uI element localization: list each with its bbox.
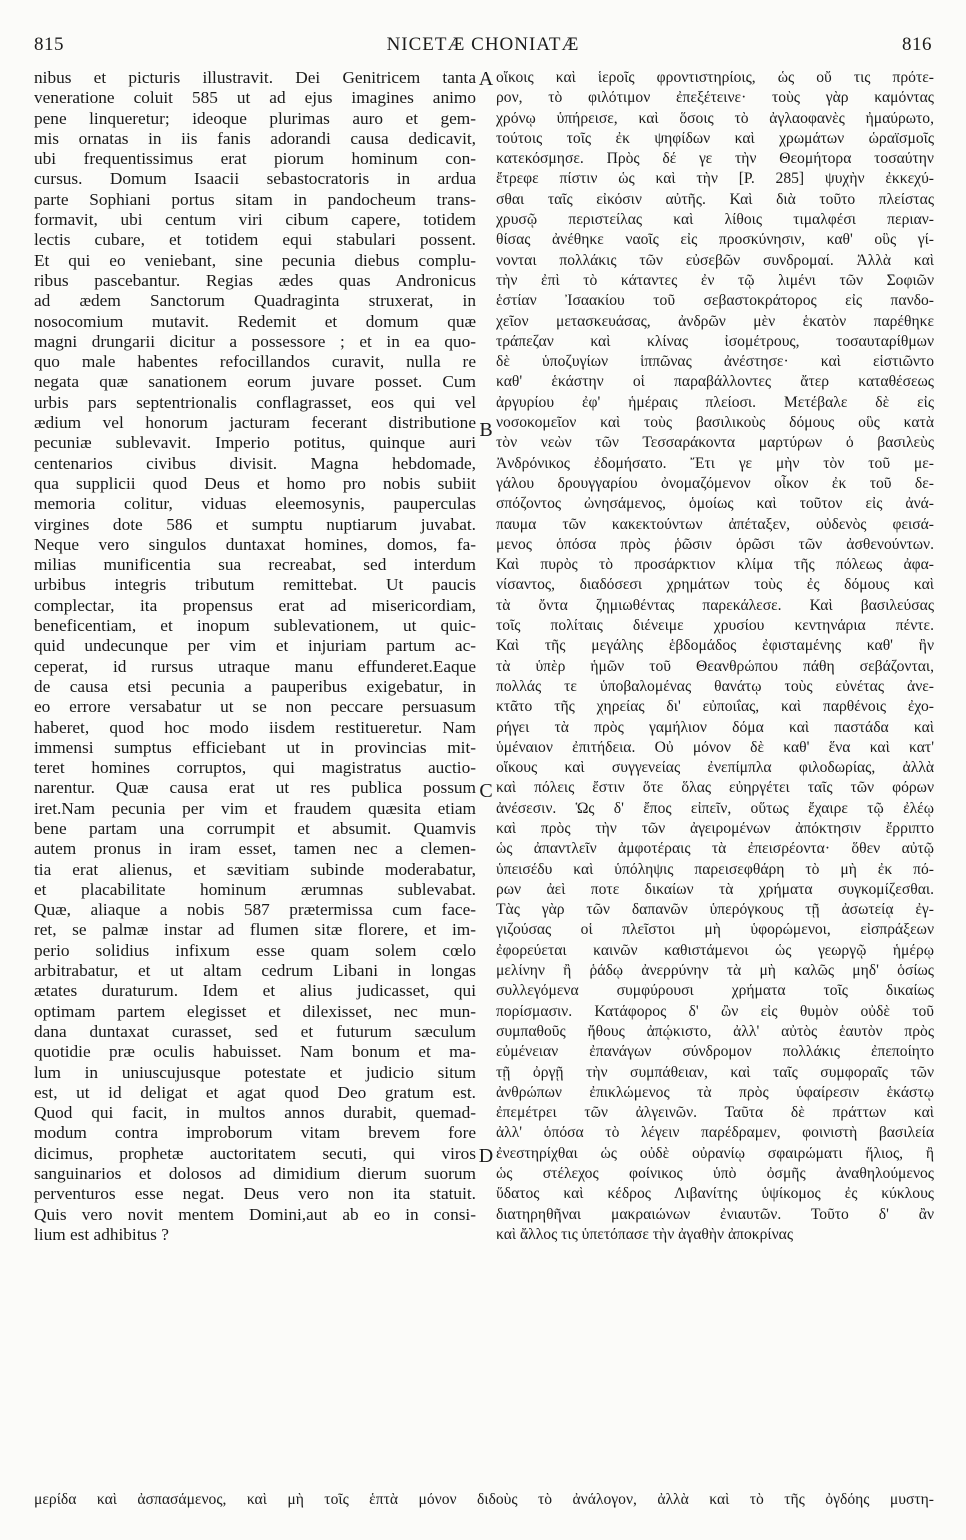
text-line: καθ' ἑκάστην οἱ παραβάλλοντες ἄτερ καταθέσεως (496, 373, 934, 391)
text-line: negata quæ sanationem eorum juvare posset. Cum (34, 372, 476, 392)
text-line: καὶ πόλεις ἔστιν ὅτε ὅλας εὐηργέτει ταῖς τῶν φόρων (496, 779, 934, 797)
text-line: Quis vero novit mentem Domini,aut ab eo in consi- (34, 1204, 476, 1224)
running-header (34, 34, 932, 64)
text-line: τὰ ὄντα ζημιωθέντας παρεκάλεσε. Καὶ βασιλεύσας (496, 596, 934, 614)
text-line: ρον, τὸ φιλότιμον ἐπεξέτεινε· τοὺς γὰρ καμόντας (496, 89, 934, 107)
text-line: ὡς στέλεχος φοίνικος ὑπὸ ὀσμῆς ἀναθηλούμενος (496, 1165, 934, 1183)
text-line: complectar, ita propensus erat ad misericordiam, (34, 595, 476, 615)
margin-letter-c: C (479, 780, 493, 802)
text-line: lium est adhibitus ? (34, 1224, 169, 1244)
text-line: ad ædem Sanctorum Quadraginta struxerat, in (34, 291, 476, 311)
text-line: magni drungarii dicitur a possessore ; et in ea quo- (34, 331, 476, 351)
text-line: parte Sophiani portus sitam in pandocheum trans- (34, 189, 476, 209)
text-line: ἐφορεύεται καινῶν καθιστάμενοι ὡς γεωργῷ ἡμέρῳ (496, 941, 934, 959)
text-line: beneficentiam, et inopum sublevationem, ut quic- (34, 616, 476, 636)
text-line: ἑστίαν Ἰσαακίου τοῦ σεβαστοκράτορος εἰς πανδο- (496, 292, 934, 310)
text-line: ὑπεισέδυ καὶ ὑπόληψις παρεισεφθάρη τὸ μὴ ἐκ πό- (496, 860, 934, 878)
page-number-right: 816 (902, 34, 932, 55)
text-line: ret, se palmæ instar ad flumen sitæ florere, et im- (34, 920, 476, 940)
text-line: bene partam una corrumpit et absumit. Quamvis (34, 818, 476, 838)
text-line: milias munificentia sua recreabat, sed interdum (34, 555, 476, 575)
text-line: γάλου δρουγγαρίου ὀνομαζόμενον οἶκον ἐκ τοῦ δε- (496, 474, 934, 492)
text-line: ἀργυρίου ἐφ' ἡμέραις πλείοσι. Μετέβαλε δὲ εἰς (496, 393, 934, 411)
text-line: θίσας ἀνέθηκε ναοῖς εἰς προσκύνησιν, καθ' οὓς γί- (496, 231, 934, 249)
text-line: cursus. Domum Isaacii sebastocratoris in ardua (34, 169, 476, 189)
text-line: iret.Nam pecunia per vim et fraudem quæsita etiam (34, 798, 476, 818)
text-line: optimam partem elegisset et dilexisset, nec mun- (34, 1001, 476, 1021)
text-line: μελίνην ἢ ῥάδῳ ἀνερρύνην τὰ μὴ καλῶς μηδ' ὁσίως (496, 962, 934, 980)
text-line: memoria colitur, viduas eleemosynis, pauperculas (34, 494, 476, 514)
text-line: τράπεζαν καὶ κλίνας ἰσομέτρους, τοσαυταρίθμων (496, 332, 934, 350)
text-line: dana duntaxat curasset, sed et futurum sæculum (34, 1021, 476, 1041)
margin-letter-d: D (478, 1145, 494, 1167)
text-line: Quod qui facit, in multos annos durabit, quemad- (34, 1103, 476, 1123)
text-line: nosocomium mutavit. Redemit et domum quæ (34, 311, 476, 331)
text-line: sanguinarios et dolosos ad dimidium dierum suorum (34, 1164, 476, 1184)
text-line: οἴκους καὶ συγγενείας ἐνεπίμπλα φιλοδωρίας, ἀλλὰ (496, 759, 934, 777)
text-line: ædium vel honorum jacturam fecerant distributione (34, 413, 476, 433)
text-line: perventuros esse negat. Deus vero non ita statuit. (34, 1184, 476, 1204)
text-line: συμπαθοῦς ἤθους ἀπῴκιστο, ἀλλ' αὐτὸς ἑαυτὸν πρὸς (496, 1022, 934, 1040)
text-line: Τὰς γὰρ τῶν δαπανῶν ὑπερόγκους τῇ ἀσωτείᾳ ἐγ- (496, 901, 934, 919)
text-line: tia erat alienus, et sævitiam subinde moderabatur, (34, 859, 476, 879)
text-line: pecuniæ sublevavit. Imperio potitus, quinque auri (34, 433, 476, 453)
text-line: quid undecunque per vim et injuriam partum ac- (34, 636, 476, 656)
text-line: ρων ἀεὶ ποτε δικαίων τὰ χρήματα συγκομίζεσθαι. (496, 880, 934, 898)
text-line: modum contra improborum vitam brevem fore (34, 1123, 476, 1143)
text-line: virgines dote 586 et sumptu nuptiarum juvabat. (34, 514, 476, 534)
text-line: μενος ὁπόσα πρὸς ῥῶσιν ὁρῶσι τῶν ἀσθενούντων. (496, 535, 934, 553)
text-line: οἴκοις καὶ ἱεροῖς φροντιστηρίοις, ὡς οὔ τις πρότε- (496, 69, 934, 86)
text-line: qua supplicii quod Deus et homo pro nobis subiit (34, 473, 476, 493)
text-line: Καὶ τῆς μεγάλης ἑβδομάδος ἐφισταμένης καθ' ἣν (496, 637, 934, 655)
text-line: et placabilitate hominum ærumnas sublevabat. (34, 879, 476, 899)
text-line: συλλεγόμενα συμφύρουσι χρήματα τοῖς δικαίως (496, 982, 934, 1000)
text-line: ἀνθρώπων ἐπικλώμενος τὰ πρὸς ὑφαίρεσιν ἑκάστῳ (496, 1083, 934, 1101)
text-line: ubi frequentissimus erat piorum hominum con- (34, 149, 476, 169)
text-line: ætates duraturum. Idem et alius judicasset, qui (34, 981, 476, 1001)
text-line: autem pronus in iram esset, tamen nec a clemen- (34, 839, 476, 859)
page-number-left: 815 (34, 34, 64, 55)
text-line: lum in uniuscujusque potestate et judicio situm (34, 1062, 476, 1082)
text-line: Neque vero singulos duntaxat homines, domos, fa- (34, 534, 476, 554)
text-line: κατεκόσμησε. Πρὸς δέ γε τὴν Θεομήτορα τοσαύτην (496, 150, 934, 168)
text-line: ὕδατος καὶ κέδρος Λιβανίτης ὑψίκομος ἐς κύκλους (496, 1185, 934, 1203)
text-line: teret homines corruptos, qui magistratus auctio- (34, 758, 476, 778)
text-line: ἀνέσεσιν. Ὡς δ' ἔπος εἰπεῖν, οὕτως ἔχαιρε τῷ ἐλέῳ (496, 799, 934, 817)
text-line: τὰ ὑπὲρ ἡμῶν τοῦ Θεανθρώπου πάθη σεβάζονται, (496, 657, 934, 675)
text-line: lectis cubare, et totidem equi stabulari possent. (34, 230, 476, 250)
running-head-title: NICETÆ CHONIATÆ (386, 34, 580, 55)
text-line: διατηρηθῆναι μακραιώνων ἐνιαυτῶν. Τοῦτο δ' ἂν (496, 1205, 934, 1223)
text-line: σπόζοντος ὠνησάμενος, ὁμοίως καὶ τοῦτον εἰς ἀνά- (496, 495, 934, 513)
text-line: haberet, quod hoc modo iisdem restitueretur. Nam (34, 717, 476, 737)
text-line: Ἀνδρόνικος ἐδομήσατο. Ἔτι γε μὴν τὸν τοῦ με- (496, 454, 934, 472)
text-line: ἔτρεφε πίστιν ὡς καὶ τὴν [P. 285] ψυχὴν ἐκκεχύ- (496, 170, 934, 188)
greek-column (496, 68, 934, 1245)
text-line: arbitrabatur, et ut altam cedrum Libani in longas (34, 961, 476, 981)
text-line: παυμα τῶν κακεκτούντων ἀπέταξεν, οὐδενὸς φεισά- (496, 515, 934, 533)
text-line: καὶ πρὸς τὴν τῶν ἀγειρομένων ἀπόκτησιν ἔρριπτο (496, 819, 934, 837)
text-line: formavit, ubi centum viri cibum capere, totidem (34, 210, 476, 230)
text-line: est, ut id deligat et agat quod Deo gratum est. (34, 1082, 476, 1102)
text-line: nibus et picturis illustravit. Dei Genitricem tanta (34, 68, 476, 87)
text-line: δὲ ὑποζυγίων ἱππῶνας ἀνέστησε· καὶ εἱστιῶντο (496, 353, 934, 371)
text-line: χρυσῷ περιστείλας καὶ λίθοις τιμαλφέσι περιαν- (496, 211, 934, 229)
bottom-full-width-line: μερίδα καὶ ἀσπασάμενος, καὶ μὴ τοῖς ἑπτὰ μόνον διδοὺς τὸ ἀνάλογον, ἀλλὰ καὶ τὸ τῆς ὀγδόης μυστη- (34, 1491, 934, 1508)
text-line: πορίσμασιν. Κατάφορος δ' ὢν εἰς θυμὸν οὐδὲ τοῦ (496, 1002, 934, 1020)
text-line: κτᾶτο τῆς χηρείας δι' εὐποιΐας, καὶ παρθένοις ἐχο- (496, 698, 934, 716)
text-line: ὑμέναιον ἐπιτήδεια. Οὐ μόνον δὲ καθ' ἕνα καὶ κατ' (496, 738, 934, 756)
text-line: mis ornatas in iis fanis adorandi causa dedicavit, (34, 128, 476, 148)
text-line: τοῖς πολίταις διένειμε χρυσίου κεντηνάρια πέντε. (496, 617, 934, 635)
text-line: urbibus integris tributum remittebat. Ut paucis (34, 575, 476, 595)
text-line: ribus pascebantur. Regias ædes quas Andronicus (34, 270, 476, 290)
text-line: Et qui eo veniebant, sine pecunia diebus complu- (34, 250, 476, 270)
text-line: πολλάς τε ὑποβαλομένας θανάτῳ τοὺς εὐνέτας ἀνε- (496, 677, 934, 695)
text-line: χεῖον μετασκευάσας, ἀνδρῶν μὲν ἑκατὸν παρέθηκε (496, 312, 934, 330)
text-line: νίσαντος, διαδόσεσι χρημάτων τοὺς ἐς δόμους καὶ (496, 576, 934, 594)
text-line: χρόνῳ ὑπήρεισε, καὶ ὅσοις τὸ ἀγλαοφανὲς ἠμαύρωτο, (496, 109, 934, 127)
text-line: dicimus, prophetæ auctoritatem secuti, qui viros (34, 1143, 476, 1163)
text-line: immensi sumptus efficiebant ut in provincias mit- (34, 737, 476, 757)
text-line: eo errore versabatur ut se non peccare persuasum (34, 697, 476, 717)
text-line: centenarios civibus divisit. Magna hebdomade, (34, 453, 476, 473)
text-line: τῇ ὀργῇ τὴν συμπάθειαν, καὶ ταῖς συμφοραῖς τῶν (496, 1063, 934, 1081)
text-line: quo male habentes refocillandos curavit, nulla re (34, 352, 476, 372)
text-line: τὴν ἐπὶ τὸ κάταντες ἐν τῷ λιμένι τῶν Σοφιῶν (496, 271, 934, 289)
text-line: νοσοκομεῖον καὶ τοὺς βασιλικοὺς δόμους οὓς κατὰ (496, 414, 934, 432)
text-line: Καὶ πυρὸς τὸ προσάρκτιον κλίμα τῆς πόλεως ἀφα- (496, 556, 934, 574)
text-line: σθαι ταῖς εἰκόσιν αὐτῆς. Καὶ διὰ τοῦτο πλείστας (496, 190, 934, 208)
text-line: ἐπεμέτρει τῶν ἀλγεινῶν. Ταῦτα δὲ πράττων καὶ (496, 1104, 934, 1122)
text-line: ρήγει τὰ πρὸς γαμήλιον δόμα καὶ παστάδα καὶ (496, 718, 934, 736)
text-line: νονται πολλάκις τῶν εὐσεβῶν συνδρομαί. Ἀλλὰ καὶ (496, 251, 934, 269)
latin-column (34, 68, 476, 1245)
text-line: Quæ, aliaque a nobis 587 prætermissa cum face- (34, 900, 476, 920)
text-line: καὶ ἄλλος τις ὑπετόπασε τὴν ἀγαθὴν ἀποκρίνας (496, 1225, 794, 1243)
text-line: veneratione coluit 585 ut ad ejus imagines animo (34, 88, 476, 108)
text-line: perio solidius infixum esse quam solem cœlo (34, 940, 476, 960)
text-line: ἐνεστηρίχθαι ὡς οὐδὲ οὐρανίῳ σφαιρώματι ἥλιος, ἢ (496, 1144, 934, 1162)
text-line: ceperat, id rursus utraque manu effunderet.Eaque (34, 656, 476, 676)
text-line: εὐμένειαν ἐπανάγων σύνδρομον πολλάκις ἐπεποίητο (496, 1043, 934, 1061)
text-line: ὡς ἀπαντλεῖν ἀμφοτέραις τὰ ἐπεισρέοντα· ὅθεν αὐτῷ (496, 840, 934, 858)
text-line: ἀλλ' ὁπόσα τὸ λέγειν παρέδραμεν, φοινιστὴ βασιλεία (496, 1124, 934, 1142)
text-line: pene linqueretur; ideoque plurimas auro et gem- (34, 108, 476, 128)
text-line: quotidie præ oculis habuisset. Nam bonum et ma- (34, 1042, 476, 1062)
margin-letter-a: A (478, 68, 494, 90)
text-line: γιζούσας οἱ πλεῖστοι μὴ ὑφορώμενοι, εἰσπράξεων (496, 921, 934, 939)
text-line: de causa etsi pecunia a pauperibus exigebatur, in (34, 676, 476, 696)
text-line: τὸν νεὼν τῶν Τεσσαράκοντα μαρτύρων ὁ βασιλεὺς (496, 434, 934, 452)
text-line: narentur. Quæ causa erat ut res publica possum (34, 778, 476, 798)
text-line: urbis pars septentrionalis conflagrasset, eos qui vel (34, 392, 476, 412)
text-line: τούτοις τοῖς ἐκ ψηφίδων καὶ χρωμάτων ὡραϊσμοῖς (496, 129, 934, 147)
margin-letter-b: B (479, 419, 493, 441)
